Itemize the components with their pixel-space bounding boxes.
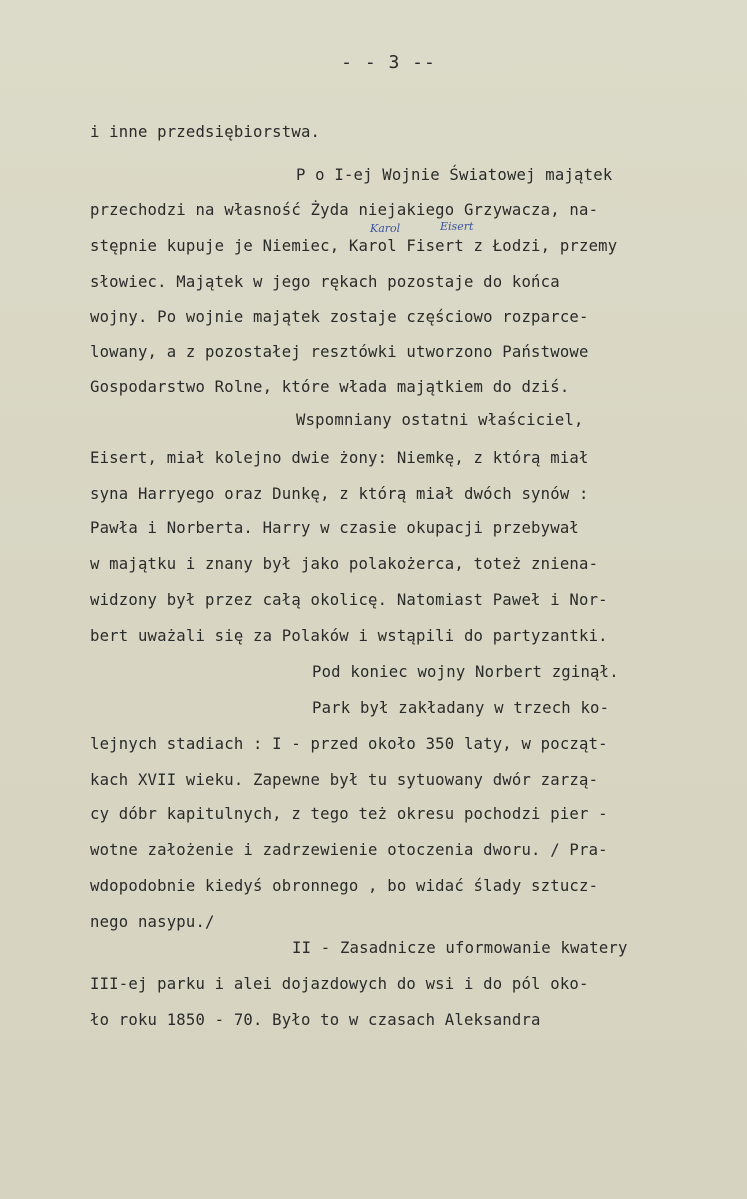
text-line: ło roku 1850 - 70. Było to w czasach Aleksandra xyxy=(90,1011,541,1029)
text-line: przechodzi na własność Żyda niejakiego Grzywacza, na- xyxy=(90,201,599,219)
text-line: Gospodarstwo Rolne, które włada majątkiem do dziś. xyxy=(90,378,570,396)
text-line: Eisert, miał kolejno dwie żony: Niemkę, z którą miał xyxy=(90,449,589,467)
text-line: syna Harryego oraz Dunkę, z którą miał dwóch synów : xyxy=(90,485,589,503)
text-line: P o I-ej Wojnie Światowej majątek xyxy=(296,166,613,184)
text-line: widzony był przez całą okolicę. Natomiast Paweł i Nor- xyxy=(90,591,608,609)
text-line: Pawła i Norberta. Harry w czasie okupacji przebywał xyxy=(90,519,579,537)
handwritten-annotation-eisert: Eisert xyxy=(440,220,474,233)
text-line: Park był zakładany w trzech ko- xyxy=(312,699,610,717)
text-line: stępnie kupuje je Niemiec, Karol Fisert z Łodzi, przemy xyxy=(90,237,618,255)
text-line: wotne założenie i zadrzewienie otoczenia dworu. / Pra- xyxy=(90,841,608,859)
text-line: lejnych stadiach : I - przed około 350 laty, w począt- xyxy=(90,735,608,753)
handwritten-annotation-karol: Karol xyxy=(370,222,401,235)
text-line: Pod koniec wojny Norbert zginął. xyxy=(312,663,619,681)
text-line: III-ej parku i alei dojazdowych do wsi i do pól oko- xyxy=(90,975,589,993)
text-line: nego nasypu./ xyxy=(90,913,215,931)
text-line: bert uważali się za Polaków i wstąpili do partyzantki. xyxy=(90,627,608,645)
page-number: - - 3 -- xyxy=(341,52,436,73)
text-line: wdopodobnie kiedyś obronnego , bo widać ślady sztucz- xyxy=(90,877,599,895)
text-line: II - Zasadnicze uformowanie kwatery xyxy=(292,939,628,957)
text-line: lowany, a z pozostałej resztówki utworzono Państwowe xyxy=(90,343,589,361)
text-line: Wspomniany ostatni właściciel, xyxy=(296,411,584,429)
text-line: w majątku i znany był jako polakożerca, toteż znienа- xyxy=(90,555,599,573)
text-line: i inne przedsiębiorstwa. xyxy=(90,123,321,141)
text-line: słowiec. Majątek w jego rękach pozostaje do końca xyxy=(90,273,560,291)
text-line: wojny. Po wojnie majątek zostaje częściowo rozparce- xyxy=(90,308,589,326)
text-line: kach XVII wieku. Zapewne był tu sytuowany dwór zarzą- xyxy=(90,771,599,789)
text-line: cy dóbr kapitulnych, z tego też okresu pochodzi pier - xyxy=(90,805,608,823)
